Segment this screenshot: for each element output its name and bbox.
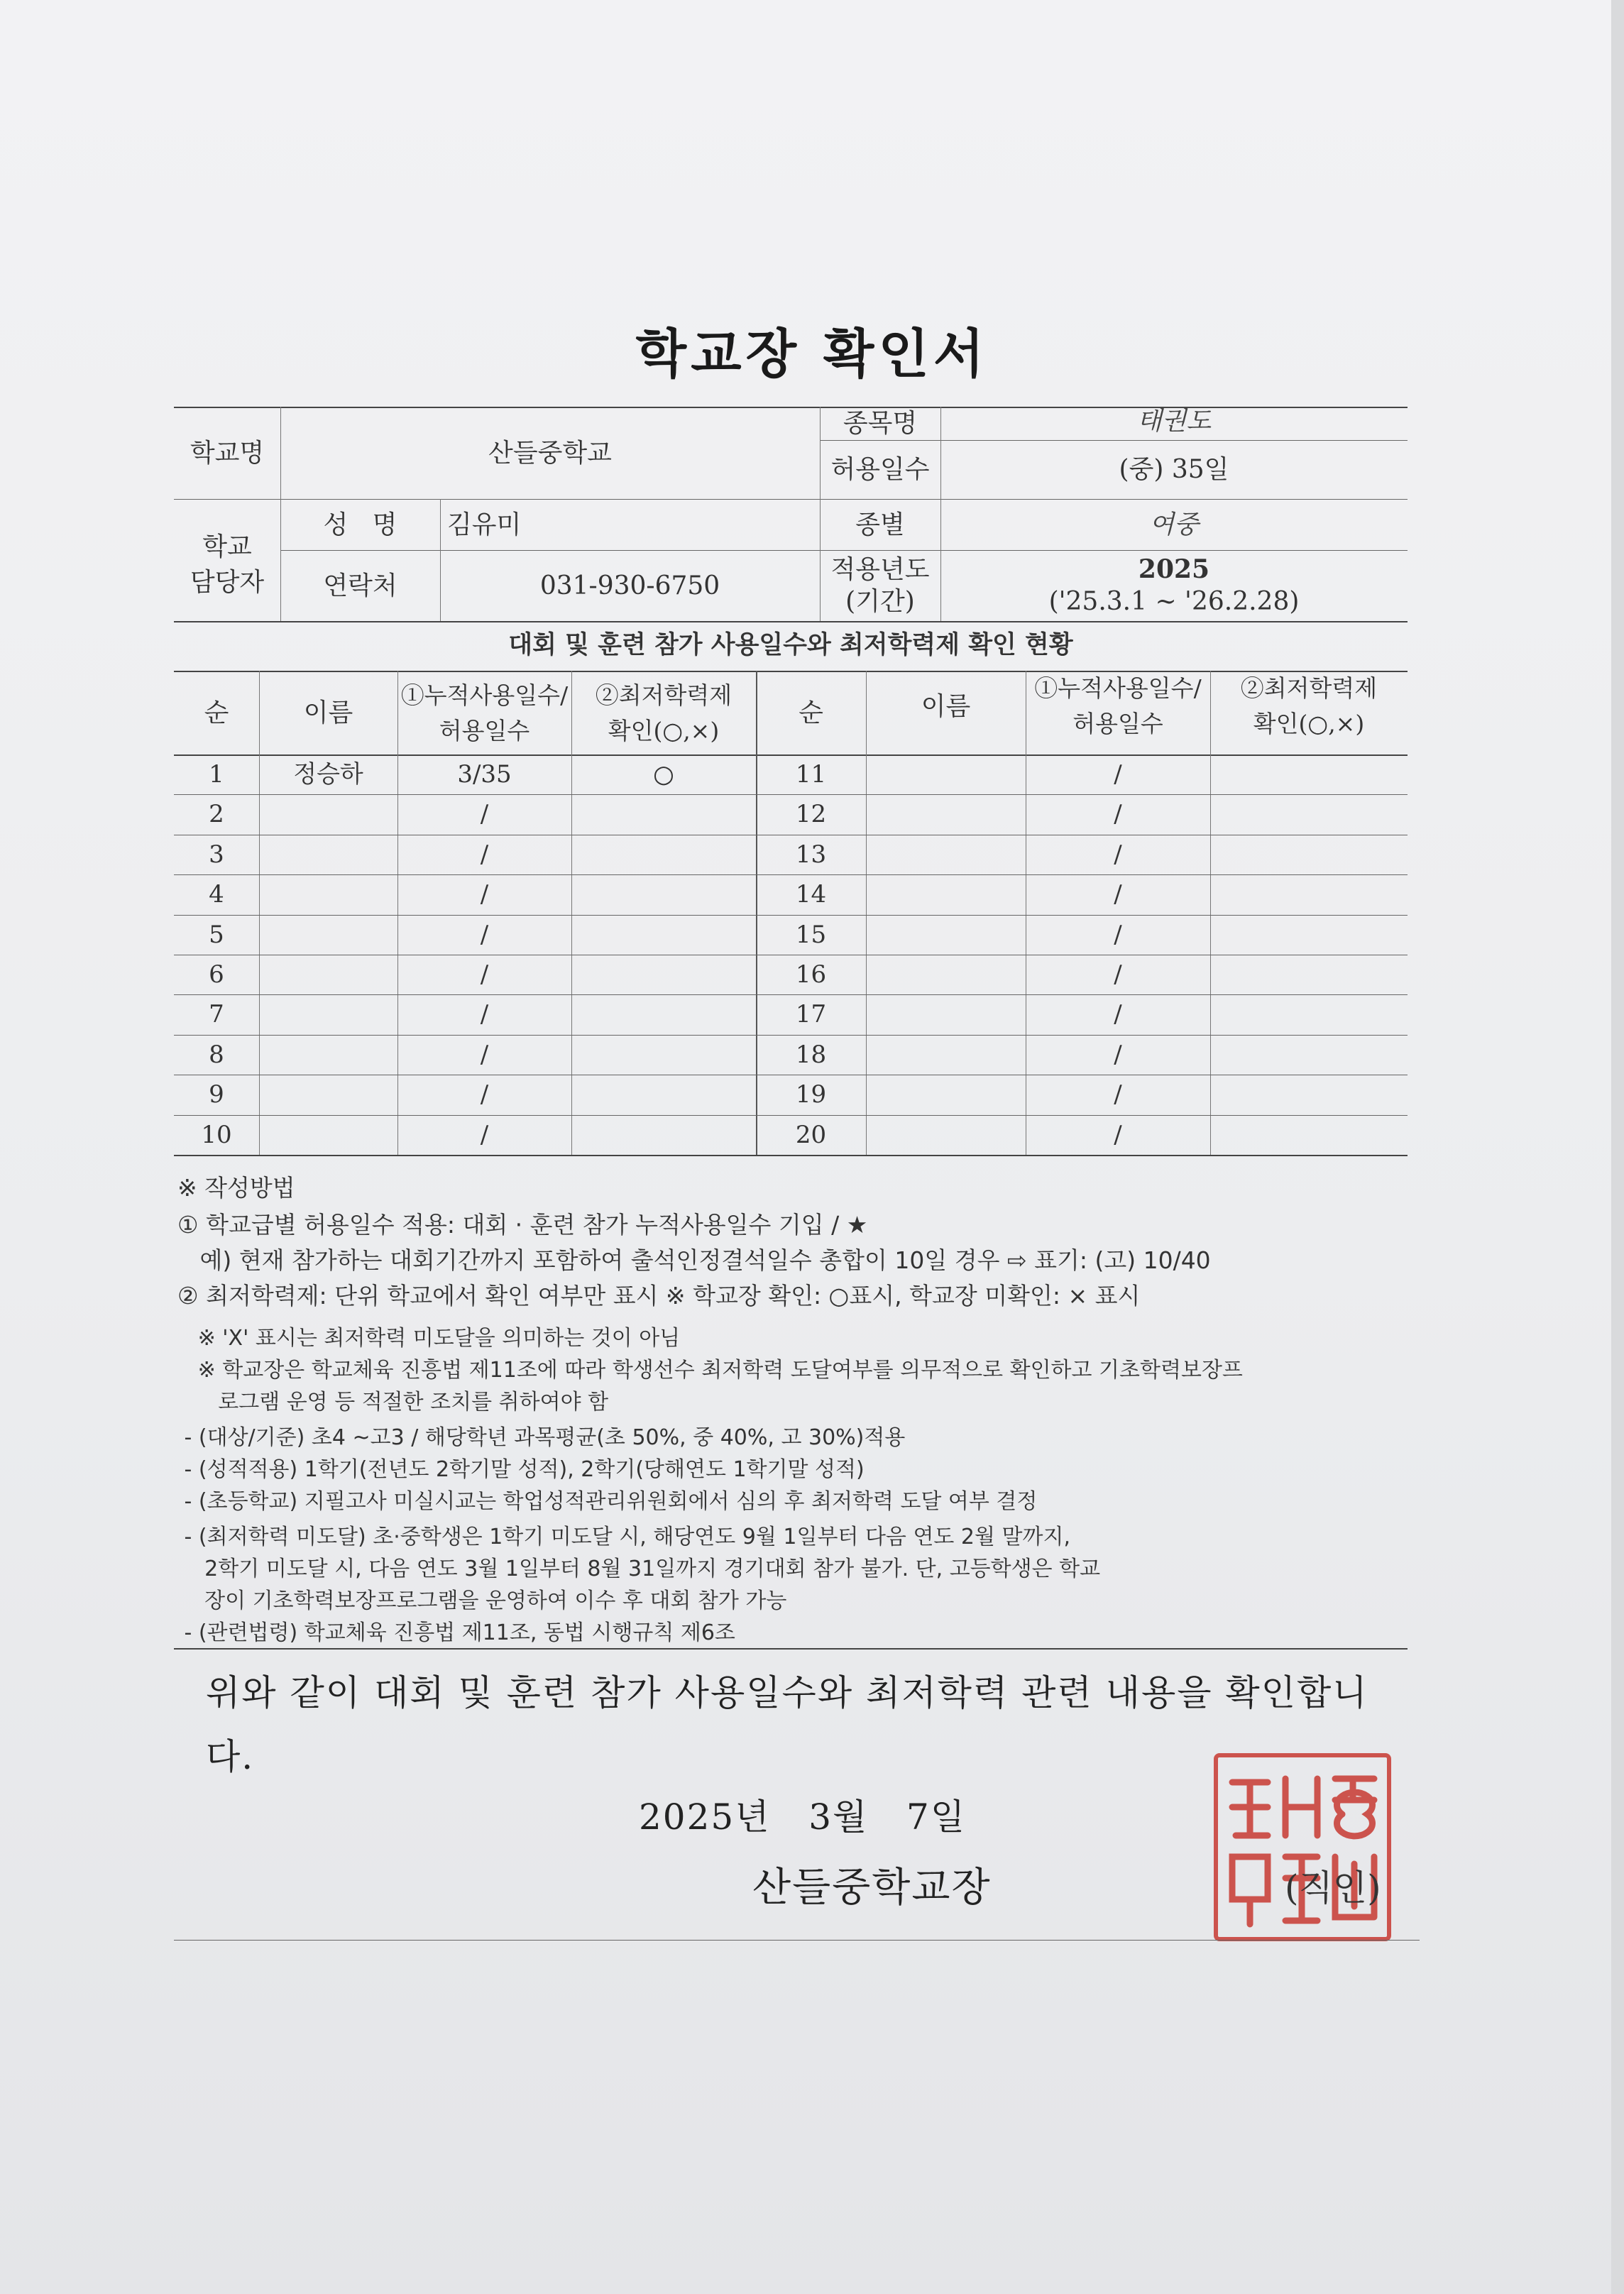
table-cell-check[interactable] <box>571 1075 756 1114</box>
table-cell-days: / <box>1114 1040 1122 1069</box>
table-cell-no: 15 <box>795 920 827 949</box>
instruction-line: - (최저학력 미도달) 초·중학생은 1학기 미도달 시, 해당연도 9월 1일부터 다음 연도 2월 말까지, <box>177 1525 1071 1549</box>
instruction-line: 2학기 미도달 시, 다음 연도 3월 1일부터 8월 31일까지 경기대회 참가 불가. 단, 고등학생은 학교 <box>177 1557 1101 1581</box>
table-cell-no: 16 <box>795 960 827 989</box>
table-cell-name[interactable] <box>866 1075 1026 1114</box>
instruction-line: - (대상/기준) 초4 ~고3 / 해당학년 과목평균(초 50%, 중 40%, 고 30%)적용 <box>177 1425 906 1450</box>
header-no: 순 <box>799 698 823 728</box>
table-cell-name[interactable] <box>866 874 1026 914</box>
table-cell-days: / <box>480 1080 489 1109</box>
table-cell-days: / <box>1114 920 1122 949</box>
principal-name: 산들중학교장 <box>752 1865 992 1911</box>
table-cell-no: 2 <box>209 800 224 829</box>
table-cell-no: 13 <box>795 840 827 869</box>
header-no: 순 <box>204 698 229 728</box>
table-cell-days: / <box>1114 1000 1122 1029</box>
instruction-line: ※ 학교장은 학교체육 진흥법 제11조에 따라 학생선수 최저학력 도달여부를 의무적으로 확인하고 기초학력보장프 <box>177 1358 1243 1383</box>
table-cell-check[interactable] <box>571 1115 756 1155</box>
table-cell-no: 6 <box>209 960 224 989</box>
header-days: ①누적사용일수/ <box>400 681 569 710</box>
table-cell-name[interactable] <box>259 915 397 955</box>
table-bottom-rule <box>174 1155 1408 1156</box>
instructions-heading: ※ 작성방법 <box>177 1174 295 1202</box>
table-cell-no: 17 <box>795 1000 827 1029</box>
table-cell-days: / <box>480 1040 489 1069</box>
category-value: 여중 <box>1149 510 1199 539</box>
confirmation-text: 위와 같이 대회 및 훈련 참가 사용일수와 최저학력 관련 내용을 확인합니다. <box>206 1672 1368 1777</box>
table-cell-no: 10 <box>201 1120 232 1149</box>
header-check: 확인(○,×) <box>1253 710 1365 738</box>
table-cell-check[interactable] <box>1210 794 1408 834</box>
table-cell-no: 7 <box>209 1000 224 1029</box>
category-label: 종별 <box>855 510 905 539</box>
instruction-line: - (관련법령) 학교체육 진흥법 제11조, 동법 시행규칙 제6조 <box>177 1620 735 1645</box>
period-value: ('25.3.1 ~ '26.2.28) <box>1048 587 1300 616</box>
school-seal <box>1214 1753 1391 1941</box>
table-cell-check[interactable] <box>571 835 756 874</box>
school-label: 학교명 <box>190 438 265 468</box>
table-cell-days: / <box>480 960 489 989</box>
instruction-line: 예) 현재 참가하는 대회기간까지 포함하여 출석인정결석일수 총합이 10일 경우 ⇨ 표기: (고) 10/40 <box>177 1246 1211 1274</box>
table-cell-name[interactable] <box>259 835 397 874</box>
instruction-line: 로그램 운영 등 적절한 조치를 취하여야 함 <box>177 1390 609 1415</box>
seal-label: (직인) <box>1285 1867 1381 1909</box>
year-value: 2025 <box>1138 554 1210 584</box>
table-cell-no: 20 <box>795 1120 827 1149</box>
table-cell-name[interactable] <box>259 994 397 1034</box>
table-cell-days: / <box>1114 880 1122 909</box>
table-cell-check[interactable] <box>571 955 756 994</box>
footer-rule <box>174 1940 1420 1941</box>
allowed-days-value: (중) 35일 <box>1119 455 1229 484</box>
sport-label: 종목명 <box>843 409 918 438</box>
table-cell-check[interactable] <box>1210 915 1408 955</box>
page-title: 학교장 확인서 <box>635 324 989 385</box>
instruction-line: - (초등학교) 지필고사 미실시교는 학업성적관리위원회에서 심의 후 최저학력 도달 여부 결정 <box>177 1489 1038 1514</box>
header-check: 확인(○,×) <box>608 717 720 745</box>
table-cell-days: / <box>480 1000 489 1029</box>
table-cell-name[interactable] <box>259 1075 397 1114</box>
table-cell-days: / <box>1114 960 1122 989</box>
header-check: ②최저학력제 <box>1240 674 1378 703</box>
header-days: 허용일수 <box>439 717 530 745</box>
table-cell-no: 1 <box>209 759 224 789</box>
table-cell-check[interactable] <box>571 874 756 914</box>
table-cell-days: / <box>1114 840 1122 869</box>
sport-value: 태권도 <box>1136 407 1212 436</box>
issue-date: 2025년 3월 7일 <box>639 1796 967 1838</box>
table-cell-name[interactable] <box>259 1035 397 1075</box>
table-cell-days: / <box>480 920 489 949</box>
year-label: (기간) <box>845 587 915 616</box>
table-cell-check[interactable] <box>571 915 756 955</box>
table-cell-check[interactable] <box>1210 1115 1408 1155</box>
header-name: 이름 <box>921 691 971 721</box>
table-cell-check[interactable] <box>571 994 756 1034</box>
table-cell-check[interactable] <box>1210 754 1408 794</box>
table-cell-name[interactable] <box>259 955 397 994</box>
table-cell-name[interactable] <box>866 835 1026 874</box>
name-label: 성 명 <box>323 510 397 539</box>
table-cell-no: 9 <box>209 1080 224 1109</box>
table-cell-check[interactable] <box>1210 994 1408 1034</box>
table-cell-no: 11 <box>795 759 827 789</box>
table-cell-no: 14 <box>795 880 827 909</box>
table-cell-name[interactable] <box>866 994 1026 1034</box>
table-cell-name[interactable] <box>866 794 1026 834</box>
table-cell-no: 8 <box>209 1040 224 1069</box>
table-cell-check[interactable] <box>1210 874 1408 914</box>
table-cell-days: / <box>480 1120 489 1149</box>
table-cell-no: 12 <box>795 800 827 829</box>
table-cell-name[interactable] <box>866 1115 1026 1155</box>
instruction-line: ① 학교급별 허용일수 적용: 대회 · 훈련 참가 누적사용일수 기입 / ★ <box>177 1211 868 1239</box>
header-days: ①누적사용일수/ <box>1034 674 1202 703</box>
manager-label: 담당자 <box>190 567 265 597</box>
table-cell-name[interactable] <box>866 1035 1026 1075</box>
table-cell-check[interactable] <box>1210 1035 1408 1075</box>
table-cell-name[interactable] <box>866 955 1026 994</box>
section-title: 대회 및 훈련 참가 사용일수와 최저학력제 확인 현황 <box>508 631 1073 660</box>
school-name: 산들중학교 <box>488 438 612 468</box>
year-label: 적용년도 <box>830 555 930 584</box>
table-cell-check[interactable] <box>1210 1075 1408 1114</box>
table-cell-name[interactable] <box>259 1115 397 1155</box>
table-cell-no: 3 <box>209 840 224 869</box>
allowed-days-label: 허용일수 <box>830 455 930 484</box>
table-cell-days: / <box>1114 759 1122 789</box>
instruction-line: ※ 'X' 표시는 최저학력 미도달을 의미하는 것이 아님 <box>177 1326 681 1351</box>
table-cell-check[interactable] <box>571 1035 756 1075</box>
info-bottom-rule <box>174 621 1408 622</box>
table-cell-check[interactable] <box>571 794 756 834</box>
header-days: 허용일수 <box>1072 710 1163 738</box>
table-cell-name[interactable] <box>259 874 397 914</box>
notes-bottom-rule <box>174 1648 1408 1650</box>
name-value: 김유미 <box>447 510 522 539</box>
table-cell-check[interactable] <box>1210 835 1408 874</box>
table-cell-days: / <box>1114 800 1122 829</box>
table-cell-no: 18 <box>795 1040 827 1069</box>
table-cell-no: 4 <box>209 880 224 909</box>
table-cell-days: / <box>480 800 489 829</box>
instruction-line: - (성적적용) 1학기(전년도 2학기말 성적), 2학기(당해연도 1학기말 성적) <box>177 1457 865 1482</box>
instruction-line: 장이 기초학력보장프로그램을 운영하여 이수 후 대회 참가 가능 <box>177 1588 787 1613</box>
table-cell-check[interactable] <box>1210 955 1408 994</box>
table-cell-no: 5 <box>209 920 224 949</box>
table-cell-no: 19 <box>795 1080 827 1109</box>
table-cell-name[interactable]: 정승하 <box>293 759 363 789</box>
table-cell-days: / <box>1114 1120 1122 1149</box>
table-cell-check[interactable]: ○ <box>653 759 674 789</box>
table-cell-days: / <box>1114 1080 1122 1109</box>
table-cell-name[interactable] <box>866 915 1026 955</box>
table-cell-days: / <box>480 840 489 869</box>
table-cell-days: 3/35 <box>457 759 512 789</box>
contact-label: 연락처 <box>323 571 397 600</box>
contact-value: 031-930-6750 <box>539 571 720 600</box>
instruction-line: ② 최저학력제: 단위 학교에서 확인 여부만 표시 ※ 학교장 확인: ○표시, 학교장 미확인: × 표시 <box>177 1282 1141 1310</box>
table-cell-name[interactable] <box>866 754 1026 794</box>
header-check: ②최저학력제 <box>595 681 733 710</box>
header-name: 이름 <box>303 698 353 728</box>
table-cell-name[interactable] <box>259 794 397 834</box>
manager-label: 학교 <box>202 532 252 561</box>
table-cell-days: / <box>480 880 489 909</box>
